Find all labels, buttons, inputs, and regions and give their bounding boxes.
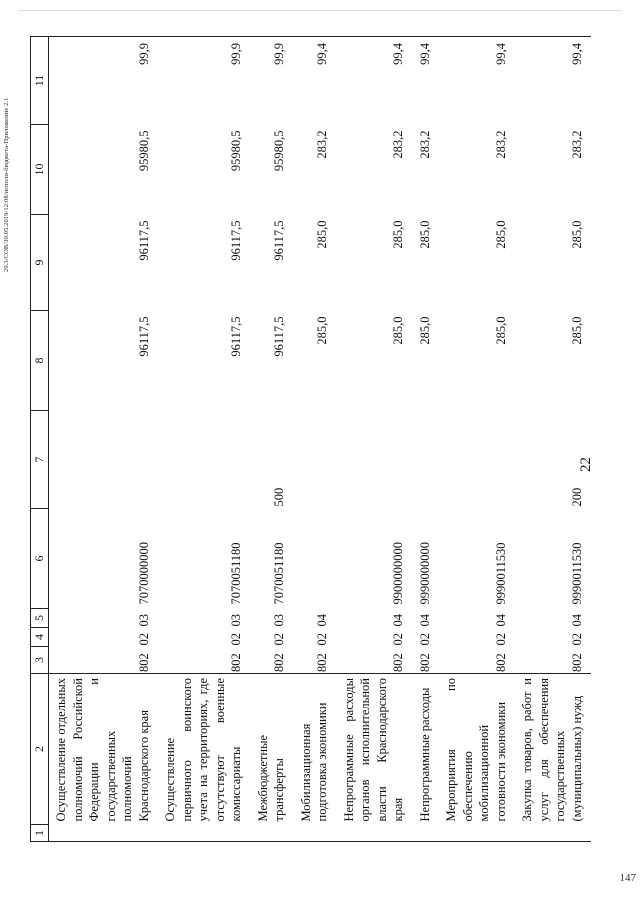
value-col10: 283,2 <box>493 130 508 159</box>
value-col8: 285,0 <box>315 316 329 345</box>
value-col9: 96117,5 <box>272 220 286 261</box>
expense-name: Закупка товаров, работ и услуг для обеспечения государственных (муниципальных) нужд <box>515 674 591 825</box>
code-section: 02 <box>229 633 243 646</box>
column-header: 8 <box>31 311 49 411</box>
table-body <box>49 37 592 842</box>
code-subsection: 04 <box>315 614 329 627</box>
expense-type <box>158 411 251 509</box>
value-col10: 283,2 <box>569 130 584 159</box>
expense-name: Непрограммные расходы <box>413 674 440 825</box>
value-col9: 285,0 <box>391 220 405 249</box>
value-col11: 99,9 <box>158 37 251 125</box>
expense-name: Непрограммные расходы органов исполнительной власти Краснодарского края <box>337 674 413 825</box>
code-section: 02 <box>272 633 286 646</box>
table-row <box>413 37 440 842</box>
code-subsection: 04 <box>493 614 508 627</box>
row-index <box>439 825 515 842</box>
table-row <box>158 37 251 842</box>
value-col9: 96117,5 <box>136 220 151 261</box>
code-ved: 802 <box>417 653 432 672</box>
target-article: 9900000000 <box>391 542 405 605</box>
value-col8: 285,0 <box>417 316 432 345</box>
code-section: 02 <box>417 633 432 646</box>
target-article: 9990000000 <box>417 542 432 605</box>
value-col11: 99,9 <box>49 37 159 125</box>
target-article: 9990011530 <box>493 542 508 605</box>
code-subsection: 03 <box>272 614 286 627</box>
value-col9: 96117,5 <box>229 220 243 261</box>
expense-name: Осуществление отдельных полномочий Российской Федерации и государственных полномочий Краснодарского края <box>49 674 159 825</box>
code-ved: 802 <box>136 653 151 672</box>
budget-table <box>30 36 591 842</box>
expense-type: 200 <box>569 487 584 507</box>
code-ved: 802 <box>493 653 508 672</box>
code-section: 02 <box>493 633 508 646</box>
value-col8: 96117,5 <box>136 316 151 357</box>
code-subsection: 04 <box>391 614 405 627</box>
table-row <box>337 37 413 842</box>
code-section: 02 <box>569 633 584 646</box>
value-col8: 285,0 <box>391 316 405 345</box>
expense-type <box>439 411 515 509</box>
value-col9: 285,0 <box>417 220 432 249</box>
column-header: 4 <box>31 628 49 647</box>
value-col10: 283,2 <box>417 130 432 159</box>
code-subsection: 03 <box>229 614 243 627</box>
table-row <box>439 37 515 842</box>
table-row <box>251 37 294 842</box>
row-index <box>337 825 413 842</box>
expense-name: Осуществление первичного воинского учета на территориях, где отсутствуют военные комиссариаты <box>158 674 251 825</box>
expense-type: 500 <box>272 487 286 507</box>
column-header: 3 <box>31 647 49 674</box>
target-article <box>294 509 337 609</box>
corner-page-number: 147 <box>619 872 636 884</box>
value-col8: 96117,5 <box>229 316 243 357</box>
rotated-page <box>0 22 640 882</box>
value-col9: 285,0 <box>493 220 508 249</box>
code-subsection: 03 <box>136 614 151 627</box>
expense-name: Мероприятия по обеспечению мобилизационной готовности экономики <box>439 674 515 825</box>
page-number: 22 <box>578 457 594 472</box>
column-header: 1 <box>31 825 49 842</box>
expense-type <box>337 411 413 509</box>
column-header: 5 <box>31 609 49 628</box>
value-col11: 99,4 <box>294 37 337 125</box>
value-col11: 99,4 <box>515 37 591 125</box>
column-header: 9 <box>31 215 49 311</box>
footer-code: 20.3/СОВ/30.05.2019/12:08/исполн-бюджета-Приложение 2.1 <box>3 97 10 272</box>
target-article: 7070051180 <box>272 542 286 605</box>
column-header: 11 <box>31 37 49 125</box>
column-header: 7 <box>31 411 49 509</box>
value-col8: 285,0 <box>569 316 584 345</box>
value-col10: 283,2 <box>315 130 329 159</box>
row-index <box>294 825 337 842</box>
table-header <box>31 37 49 842</box>
code-ved: 802 <box>272 653 286 672</box>
value-col9: 285,0 <box>315 220 329 249</box>
code-ved: 802 <box>569 653 584 672</box>
value-col10: 95980,5 <box>136 130 151 172</box>
code-section: 02 <box>391 633 405 646</box>
target-article: 7070051180 <box>229 542 243 605</box>
row-index <box>413 825 440 842</box>
table-row <box>294 37 337 842</box>
expense-name: Мобилизационная подготовка экономики <box>294 674 337 825</box>
expense-type <box>294 411 337 509</box>
row-index <box>49 825 159 842</box>
value-col8: 285,0 <box>493 316 508 345</box>
code-subsection: 04 <box>569 614 584 627</box>
row-index <box>515 825 591 842</box>
target-article: 7070000000 <box>136 542 151 605</box>
table-row <box>49 37 159 842</box>
value-col10: 283,2 <box>391 130 405 159</box>
expense-type <box>49 411 159 509</box>
scan-top-edge <box>18 10 622 11</box>
expense-type <box>413 411 440 509</box>
value-col8: 96117,5 <box>272 316 286 357</box>
code-section: 02 <box>136 633 151 646</box>
value-col9: 285,0 <box>569 220 584 249</box>
expense-name: Межбюджетные трансферты <box>251 674 294 825</box>
column-header: 2 <box>31 674 49 825</box>
value-col10: 95980,5 <box>272 130 286 172</box>
value-col11: 99,4 <box>413 37 440 125</box>
column-header: 10 <box>31 125 49 215</box>
value-col11: 99,4 <box>439 37 515 125</box>
value-col11: 99,4 <box>337 37 413 125</box>
code-ved: 802 <box>315 653 329 672</box>
target-article: 9990011530 <box>569 542 584 605</box>
row-index <box>251 825 294 842</box>
row-index <box>158 825 251 842</box>
code-section: 02 <box>315 633 329 646</box>
value-col10: 95980,5 <box>229 130 243 172</box>
value-col11: 99,9 <box>251 37 294 125</box>
code-ved: 802 <box>229 653 243 672</box>
code-ved: 802 <box>391 653 405 672</box>
column-header: 6 <box>31 509 49 609</box>
table-row <box>515 37 591 842</box>
code-subsection: 04 <box>417 614 432 627</box>
